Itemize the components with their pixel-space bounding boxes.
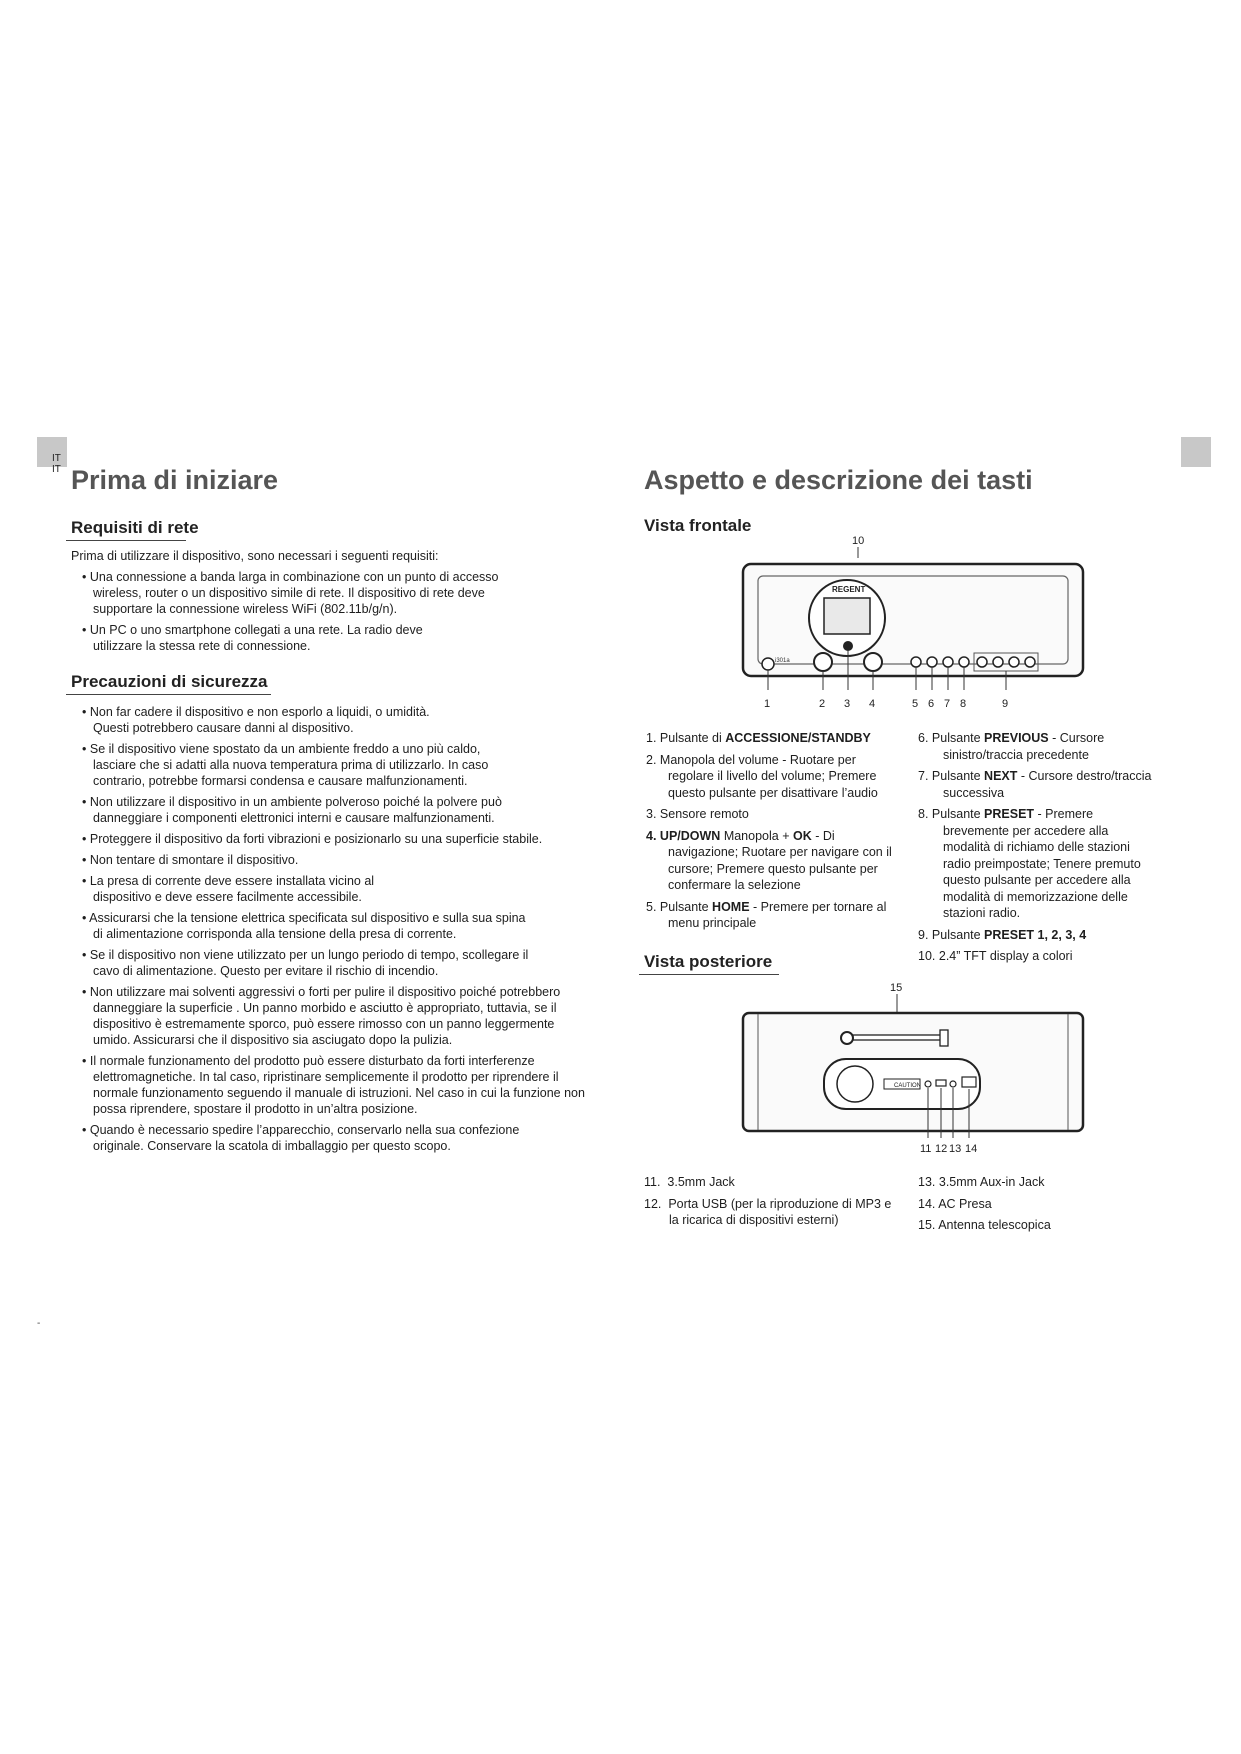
list-item: • Non utilizzare mai solventi aggressivi o forti per pulire il dispositivo poiché potrebbero danneggiare la superficie . Un panno morbido e asciutto è appropriato, tuttavia, se il dispositivo è estremamente sporco, può essere rimosso con un panno leggermente umido. Assicurarsi che il dispositivo sia asciugato dopo la pulizia. (71, 984, 593, 1048)
brand-logo: REGENT (832, 585, 866, 594)
key-item-4: 4. UP/DOWN Manopola + OK - Di navigazione; Ruotare per navigare con il cursore; Premere questo pulsante per confermare la selezione (646, 828, 892, 892)
network-intro: Prima di utilizzare il dispositivo, sono necessari i seguenti requisiti: (71, 549, 439, 563)
rear-keys-col1 (644, 1174, 894, 1234)
rear-label-14: 14 (965, 1143, 978, 1155)
rear-view-heading: Vista posteriore (644, 952, 773, 971)
navigation-knob[interactable] (864, 653, 882, 671)
volume-knob[interactable] (814, 653, 832, 671)
rear-port-speaker (837, 1066, 873, 1102)
ac-socket[interactable] (962, 1077, 976, 1087)
rear-label-15: 15 (890, 982, 903, 994)
rear-key-item-14: 14. AC Presa (918, 1196, 992, 1211)
preset-4-button[interactable] (1025, 657, 1035, 667)
home-button[interactable] (911, 657, 921, 667)
front-view-heading: Vista frontale (644, 516, 752, 535)
list-item: • Assicurarsi che la tensione elettrica specificata sul dispositivo e sulla sua spina di alimentazione corrisponda alla tensione della presa di corrente. (71, 910, 533, 942)
rear-key-item-15: 15. Antenna telescopica (918, 1218, 1051, 1232)
preset-2-button[interactable] (993, 657, 1003, 667)
key-item-1: 1. Pulsante di ACCESSIONE/STANDBY (646, 731, 871, 745)
list-item: • Un PC o uno smartphone collegati a una rete. La radio deve utilizzare la stessa rete di connessione. (71, 622, 423, 654)
preset-3-button[interactable] (1009, 657, 1019, 667)
next-button[interactable] (943, 657, 953, 667)
key-item-6: 6. Pulsante PREVIOUS - Cursore sinistro/traccia precedente (918, 731, 1105, 762)
front-label-7: 7 (944, 698, 951, 710)
rear-key-item-13: 13. 3.5mm Aux-in Jack (918, 1175, 1045, 1189)
model-badge: i301a (775, 658, 790, 664)
key-item-3: 3. Sensore remoto (646, 807, 749, 821)
key-item-9: 9. Pulsante PRESET 1, 2, 3, 4 (918, 927, 1087, 942)
list-item: • Se il dispositivo non viene utilizzato per un lungo periodo di tempo, scollegare il cavo di alimentazione. Questo per evitare il rischio di incendio. (71, 947, 553, 979)
list-item: • Non tentare di smontare il dispositivo. (71, 852, 576, 868)
safety-list (71, 704, 585, 1159)
key-item-7: 7. Pulsante NEXT - Cursore destro/traccia successiva (918, 769, 1152, 800)
list-item: • La presa di corrente deve essere installata vicino al dispositivo e deve essere facilmente accessibile. (71, 873, 413, 905)
front-label-8: 8 (960, 698, 967, 710)
rear-label-12: 12 (935, 1143, 948, 1155)
list-item: • Se il dispositivo viene spostato da un ambiente freddo a uno più caldo, lasciare che si adatti alla nuova temperatura prima di utilizzarlo. In caso contrario, potrebbe formarsi condensa e causare malfunzionamenti. (71, 741, 523, 789)
headphone-jack[interactable] (925, 1081, 931, 1087)
rear-label-11: 11 (920, 1143, 932, 1155)
rear-keys-col2 (918, 1174, 1156, 1239)
stray-mark: - (37, 1318, 41, 1329)
rear-heading-rule (639, 974, 779, 975)
tft-display (824, 598, 870, 634)
list-item: • Non utilizzare il dispositivo in un ambiente polveroso poiché la polvere può danneggiare i componenti elettronici interni e causare malfunzionamenti. (71, 794, 553, 826)
preset-button[interactable] (959, 657, 969, 667)
caution-label: CAUTION (894, 1083, 921, 1089)
front-label-5: 5 (912, 698, 919, 710)
previous-button[interactable] (927, 657, 937, 667)
rear-key-item-11: 11. 3.5mm Jack (644, 1175, 735, 1189)
front-label-1: 1 (764, 698, 771, 710)
right-page-title: Aspetto e descrizione dei tasti (644, 465, 1033, 495)
language-tab (37, 437, 67, 475)
network-heading: Requisiti di rete (71, 518, 199, 537)
left-page-title: Prima di iniziare (71, 465, 279, 495)
key-item-2: 2. Manopola del volume - Ruotare per regolare il livello del volume; Premere questo pulsante per disattivare l’audio (646, 752, 878, 800)
telescopic-antenna (848, 1035, 944, 1040)
list-item: • Proteggere il dispositivo da forti vibrazioni e posizionarlo su una superficie stabile. (71, 831, 576, 847)
key-item-5: 5. Pulsante HOME - Premere per tornare al menu principale (646, 899, 887, 930)
front-label-9: 9 (1002, 698, 1009, 710)
front-keys-col1 (646, 730, 894, 937)
key-item-10: 10. 2.4” TFT display a colori (918, 949, 1073, 963)
network-heading-rule (66, 540, 186, 541)
rear-label-13: 13 (949, 1143, 962, 1155)
page-edge-tab (1181, 437, 1211, 467)
aux-in-jack[interactable] (950, 1081, 956, 1087)
list-item: • Una connessione a banda larga in combinazione con un punto di accesso wireless, router o un dispositivo simile di rete. Il dispositivo di rete deve supportare la connessione wireless WiFi (802.11b/g/n). (71, 569, 501, 617)
front-label-3: 3 (844, 698, 851, 710)
language-tab-label: IT IT (52, 453, 61, 475)
rear-key-item-12: 12. Porta USB (per la riproduzione di MP3 e la ricarica di dispositivi esterni) (644, 1196, 892, 1227)
rear-view-diagram (740, 978, 1085, 1158)
front-view-diagram (740, 530, 1085, 710)
safety-heading: Precauzioni di sicurezza (71, 672, 268, 691)
front-keys-col2 (918, 730, 1156, 970)
list-item: • Quando è necessario spedire l’apparecchio, conservarlo nella sua confezione originale. Conservare la scatola di imballaggio per questo scopo. (71, 1122, 553, 1154)
list-item: • Non far cadere il dispositivo e non esporlo a liquidi, o umidità. Questi potrebbero causare danni al dispositivo. (71, 704, 443, 736)
front-label-6: 6 (928, 698, 935, 710)
remote-sensor (843, 641, 853, 651)
key-item-8: 8. Pulsante PRESET - Premere brevemente per accedere alla modalità di richiamo delle stazioni radio preimpostate; Tenere premuto questo pulsante per accedere alla modalità di memorizzazione delle stazioni radio. (918, 807, 1141, 920)
power-button[interactable] (762, 658, 774, 670)
front-label-10: 10 (852, 535, 865, 547)
front-label-2: 2 (819, 698, 826, 710)
safety-heading-rule (66, 694, 271, 695)
network-list (71, 569, 501, 659)
list-item: • Il normale funzionamento del prodotto può essere disturbato da forti interferenze elettromagnetiche. In tal caso, ripristinare semplicemente il prodotto per riprendere il normale funzionamento seguendo il manuale di istruzioni. Nel caso in cui la funzione non possa riprendere, spostare il prodotto in un’altra posizione. (71, 1053, 598, 1117)
front-label-4: 4 (869, 698, 876, 710)
usb-port[interactable] (936, 1080, 946, 1086)
preset-1-button[interactable] (977, 657, 987, 667)
